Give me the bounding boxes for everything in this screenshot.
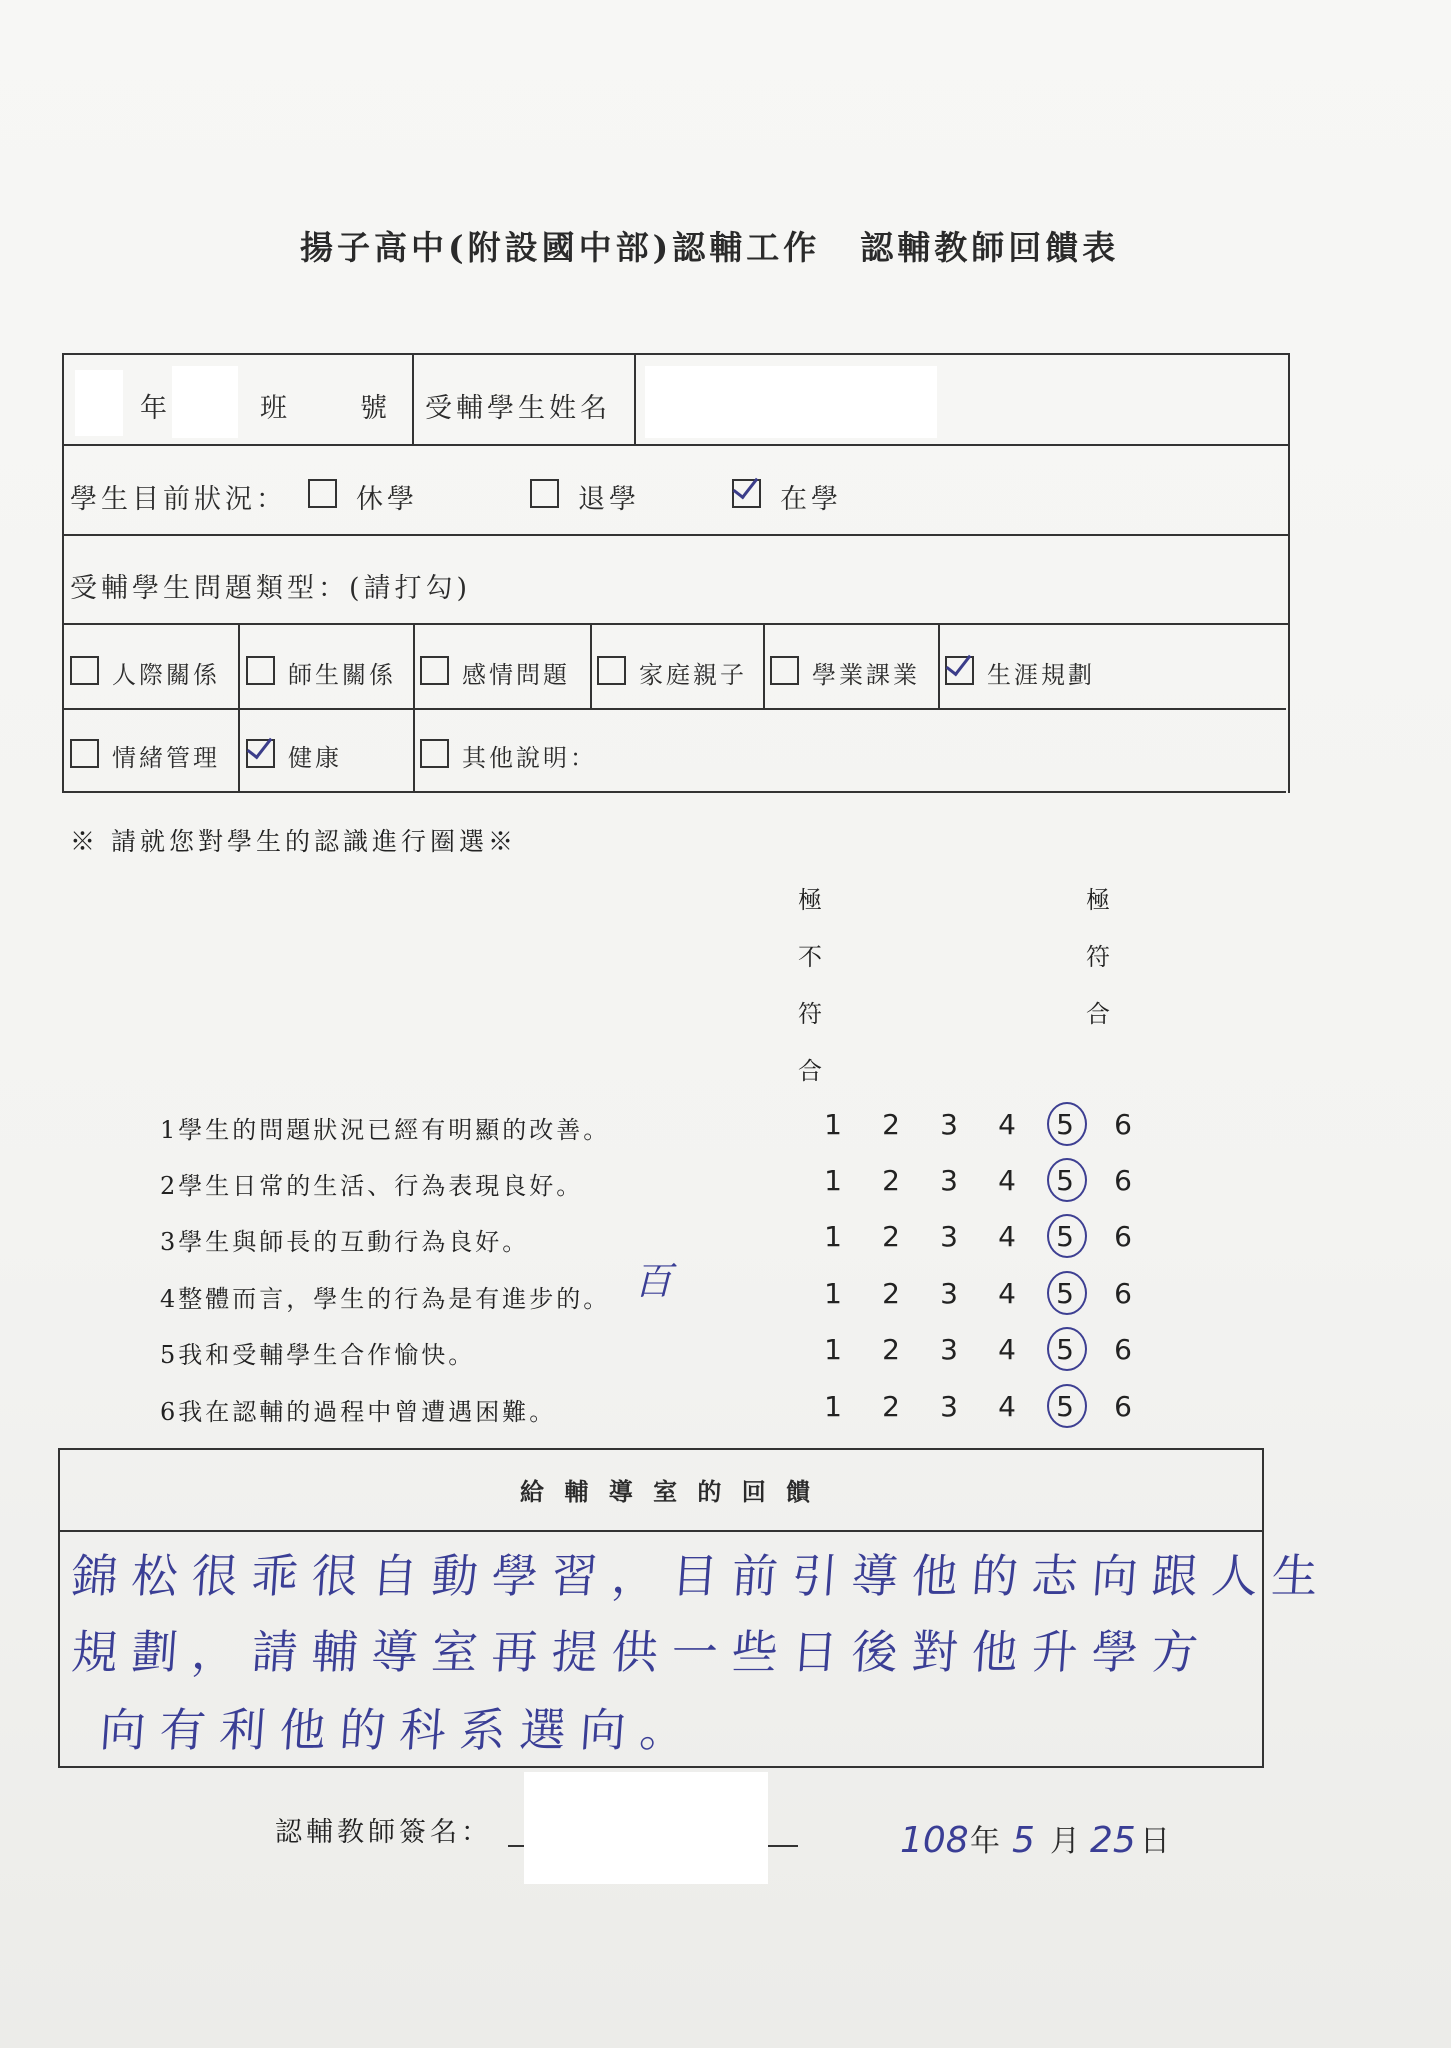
feedback-header-bottom: [60, 1530, 1264, 1532]
scale-option-3-6[interactable]: 6: [1114, 1220, 1132, 1253]
scale-option-5-6[interactable]: 6: [1114, 1333, 1132, 1366]
feedback-line-3: 向有利他的科系選向。: [97, 1703, 702, 1757]
question-1: 1學生的問題狀況已經有明顯的改善。: [160, 1116, 611, 1144]
table-left-border: [62, 353, 64, 793]
row4-divider-3: [590, 623, 592, 709]
scale-option-5-5[interactable]: 5: [1056, 1333, 1074, 1366]
question-2: 2學生日常的生活、行為表現良好。: [160, 1172, 584, 1200]
table-right-border: [1288, 353, 1290, 793]
scale-option-3-4[interactable]: 4: [998, 1220, 1016, 1253]
redaction-grade: [75, 370, 123, 436]
table-top-border: [62, 353, 1290, 355]
year-label: 年: [140, 393, 171, 424]
scale-option-6-2[interactable]: 2: [882, 1390, 900, 1423]
date-year-unit: 年: [970, 1824, 1000, 1859]
row1-divider-b: [634, 353, 636, 445]
scale-option-6-1[interactable]: 1: [824, 1390, 842, 1423]
scale-option-4-4[interactable]: 4: [998, 1277, 1016, 1310]
status-option-suspend: 休學: [356, 484, 418, 515]
row4-divider-1: [238, 623, 240, 791]
status-checkbox-suspend[interactable]: [308, 479, 337, 508]
status-option-withdraw: 退學: [578, 484, 640, 515]
number-label: 號: [360, 393, 391, 424]
redaction-signature: [524, 1772, 768, 1884]
question-4: 4整體而言，學生的行為是有進步的。: [160, 1285, 611, 1313]
problem-option-health: 健康: [288, 744, 342, 772]
scale-option-6-4[interactable]: 4: [998, 1390, 1016, 1423]
problem-checkbox-health[interactable]: [246, 739, 275, 768]
problem-option-teacher-student: 師生關係: [288, 661, 396, 689]
scale-option-2-6[interactable]: 6: [1114, 1164, 1132, 1197]
problem-checkbox-relationship[interactable]: [420, 656, 449, 685]
feedback-top-border: [60, 1448, 1264, 1450]
row4-divider-4: [763, 623, 765, 709]
problem-checkbox-family[interactable]: [597, 656, 626, 685]
problem-option-relationship: 感情問題: [462, 661, 570, 689]
row4-divider-5: [938, 623, 940, 709]
anchor-low: 極 不 符 合: [798, 886, 822, 1085]
problem-option-interpersonal: 人際關係: [112, 661, 220, 689]
scale-option-5-3[interactable]: 3: [940, 1333, 958, 1366]
problem-checkbox-interpersonal[interactable]: [70, 656, 99, 685]
question-3: 3學生與師長的互動行為良好。: [160, 1228, 530, 1256]
table-row3-bottom: [62, 623, 1288, 625]
feedback-left-border: [58, 1448, 60, 1768]
status-option-enrolled: 在學: [780, 484, 842, 515]
selected-circle-4: [1047, 1271, 1087, 1315]
scale-option-5-2[interactable]: 2: [882, 1333, 900, 1366]
problem-checkbox-career[interactable]: [945, 656, 974, 685]
status-checkbox-enrolled[interactable]: [732, 479, 761, 508]
scale-option-4-1[interactable]: 1: [824, 1277, 842, 1310]
scale-option-4-5[interactable]: 5: [1056, 1277, 1074, 1310]
redaction-student-name: [645, 366, 937, 438]
table-row4-bottom: [62, 708, 1286, 710]
feedback-right-border: [1262, 1448, 1264, 1768]
scale-option-3-5[interactable]: 5: [1056, 1220, 1074, 1253]
problem-checkbox-teacher-student[interactable]: [246, 656, 275, 685]
scale-option-2-5[interactable]: 5: [1056, 1164, 1074, 1197]
question-6: 6我在認輔的過程中曾遭遇困難。: [160, 1398, 557, 1426]
table-row2-bottom: [62, 534, 1288, 536]
student-name-label: 受輔學生姓名: [425, 393, 611, 424]
status-label: 學生目前狀況：: [70, 484, 287, 515]
scale-option-6-3[interactable]: 3: [940, 1390, 958, 1423]
scale-option-3-2[interactable]: 2: [882, 1220, 900, 1253]
redaction-class: [172, 366, 238, 438]
margin-mark: 百: [634, 1259, 673, 1303]
status-checkbox-withdraw[interactable]: [530, 479, 559, 508]
date-month-unit: 月: [1050, 1824, 1080, 1859]
feedback-header: 給 輔 導 室 的 回 饋: [520, 1477, 817, 1506]
scale-option-1-6[interactable]: 6: [1114, 1108, 1132, 1141]
date-day-unit: 日: [1140, 1824, 1170, 1859]
problem-option-family: 家庭親子: [639, 661, 747, 689]
date-day-value: 25: [1090, 1820, 1136, 1861]
scale-option-3-3[interactable]: 3: [940, 1220, 958, 1253]
scale-option-6-5[interactable]: 5: [1056, 1390, 1074, 1423]
scale-option-1-2[interactable]: 2: [882, 1108, 900, 1141]
date-year-value: 108: [900, 1820, 969, 1861]
question-5: 5我和受輔學生合作愉快。: [160, 1341, 476, 1369]
selected-circle-5: [1047, 1327, 1087, 1371]
scale-option-1-5[interactable]: 5: [1056, 1108, 1074, 1141]
class-label: 班: [260, 393, 291, 424]
selected-circle-2: [1047, 1158, 1087, 1202]
problem-option-academic: 學業課業: [812, 661, 920, 689]
problem-checkbox-academic[interactable]: [770, 656, 799, 685]
row4-divider-2: [413, 623, 415, 791]
scale-option-1-3[interactable]: 3: [940, 1108, 958, 1141]
scale-option-2-4[interactable]: 4: [998, 1164, 1016, 1197]
scale-option-2-3[interactable]: 3: [940, 1164, 958, 1197]
title-form-name: 認輔教師回饋表: [860, 228, 1120, 267]
scale-option-2-1[interactable]: 1: [824, 1164, 842, 1197]
feedback-bottom-border: [58, 1766, 1264, 1768]
rating-instruction: ※ 請就您對學生的認識進行圈選※: [70, 827, 517, 856]
scale-option-4-6[interactable]: 6: [1114, 1277, 1132, 1310]
problem-option-emotion: 情緒管理: [112, 744, 220, 772]
problem-type-label: 受輔學生問題類型：(請打勾): [70, 573, 472, 604]
signature-label: 認輔教師簽名：: [275, 1817, 492, 1848]
scale-option-4-2[interactable]: 2: [882, 1277, 900, 1310]
row1-divider-a: [412, 353, 414, 445]
scale-option-5-1[interactable]: 1: [824, 1333, 842, 1366]
scale-option-1-4[interactable]: 4: [998, 1108, 1016, 1141]
date-month-value: 5: [1012, 1820, 1035, 1861]
problem-checkbox-other[interactable]: [420, 739, 449, 768]
feedback-line-1: 錦松很乖很自動學習，目前引導他的志向跟人生: [69, 1549, 1334, 1603]
selected-circle-3: [1047, 1214, 1087, 1258]
problem-option-other: 其他說明：: [462, 744, 597, 772]
selected-circle-1: [1047, 1102, 1087, 1146]
scale-option-4-3[interactable]: 3: [940, 1277, 958, 1310]
scale-option-2-2[interactable]: 2: [882, 1164, 900, 1197]
table-bottom-border: [62, 791, 1286, 793]
anchor-high: 極 符 合: [1086, 886, 1110, 1028]
scale-option-3-1[interactable]: 1: [824, 1220, 842, 1253]
form-title: [300, 222, 1200, 269]
problem-option-career: 生涯規劃: [987, 661, 1095, 689]
selected-circle-6: [1047, 1384, 1087, 1428]
scale-option-6-6[interactable]: 6: [1114, 1390, 1132, 1423]
title-school: 揚子高中(附設國中部)認輔工作: [300, 228, 821, 267]
scale-option-5-4[interactable]: 4: [998, 1333, 1016, 1366]
problem-checkbox-emotion[interactable]: [70, 739, 99, 768]
table-row1-bottom: [62, 444, 1290, 446]
scale-option-1-1[interactable]: 1: [824, 1108, 842, 1141]
feedback-line-2: 規劃，請輔導室再提供一些日後對他升學方: [69, 1625, 1214, 1679]
